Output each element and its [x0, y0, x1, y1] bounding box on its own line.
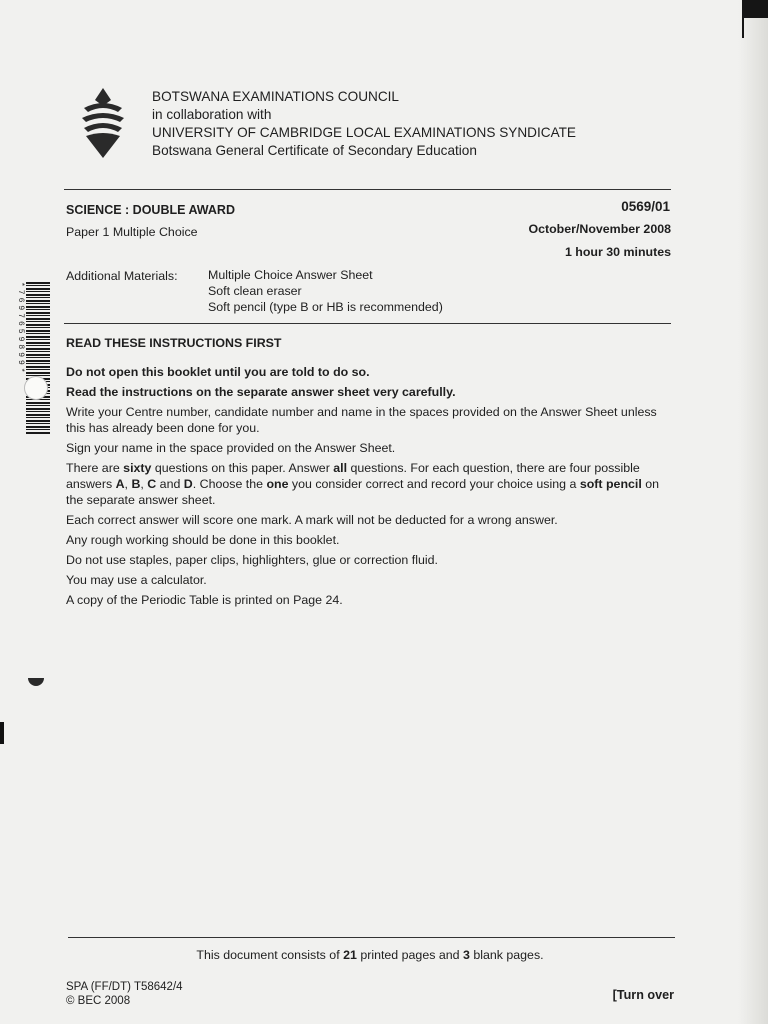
- barcode-number: *7697659899*: [16, 282, 25, 376]
- material-item: Multiple Choice Answer Sheet: [208, 268, 373, 282]
- instruction-scoring: Each correct answer will score one mark. A mark will not be deducted for a wrong answer.: [66, 513, 558, 527]
- top-rule: [64, 189, 671, 190]
- instruction-no-staples: Do not use staples, paper clips, highlighters, glue or correction fluid.: [66, 553, 438, 567]
- scan-left-mark: [0, 722, 4, 744]
- instruction-calculator: You may use a calculator.: [66, 573, 207, 587]
- header-university: UNIVERSITY OF CAMBRIDGE LOCAL EXAMINATIONS SYNDICATE: [152, 125, 576, 140]
- instruction-do-not-open: Do not open this booklet until you are told to do so.: [66, 365, 370, 379]
- turn-over-note: [Turn over: [612, 988, 674, 1002]
- paper-code: 0569/01: [621, 199, 670, 214]
- material-item: Soft clean eraser: [208, 284, 302, 298]
- scan-edge-mark: [742, 0, 768, 18]
- instructions-heading: READ THESE INSTRUCTIONS FIRST: [66, 336, 282, 350]
- copyright-notice: © BEC 2008: [66, 995, 131, 1007]
- scan-edge-line: [742, 18, 744, 38]
- instruction-periodic-table: A copy of the Periodic Table is printed on Page 24.: [66, 593, 343, 607]
- scan-speck: [28, 678, 44, 686]
- instructions-body: [66, 364, 678, 608]
- paper-name: Paper 1 Multiple Choice: [66, 225, 198, 239]
- header-council: BOTSWANA EXAMINATIONS COUNCIL: [152, 89, 399, 104]
- document-reference: SPA (FF/DT) T58642/4: [66, 981, 183, 993]
- exam-session: October/November 2008: [528, 222, 671, 236]
- exam-duration: 1 hour 30 minutes: [564, 245, 671, 259]
- header-block: [152, 88, 576, 160]
- instruction-sign-name: Sign your name in the space provided on the Answer Sheet.: [66, 441, 396, 455]
- materials-label: Additional Materials:: [66, 269, 178, 283]
- instruction-answer-all: There are sixty questions on this paper. Answer all questions. For each question, there are four possible answers A, B, C and D. Choose the one you consider correct and record your choice using a soft pencil on the separate answer sheet.: [66, 461, 660, 507]
- materials-list: [208, 267, 443, 315]
- bottom-rule: [68, 937, 675, 938]
- instruction-centre-number: Write your Centre number, candidate number and name in the spaces provided on the Answer Sheet unless this has already been done for you.: [66, 405, 657, 435]
- footer-reference: [66, 980, 183, 1008]
- instruction-read-answer-sheet: Read the instructions on the separate answer sheet very carefully.: [66, 385, 456, 399]
- scan-page-edge: [738, 0, 768, 1024]
- bec-logo-icon: [78, 86, 128, 160]
- page-count-note: This document consists of 21 printed pages and 3 blank pages.: [196, 948, 544, 962]
- barcode-icon: [26, 282, 50, 434]
- instruction-rough-working: Any rough working should be done in this booklet.: [66, 533, 340, 547]
- material-item: Soft pencil (type B or HB is recommended): [208, 300, 443, 314]
- header-certificate: Botswana General Certificate of Secondary Education: [152, 143, 477, 158]
- punch-hole: [24, 376, 48, 400]
- header-collaboration: in collaboration with: [152, 107, 272, 122]
- middle-rule: [64, 323, 671, 324]
- subject-title: SCIENCE : DOUBLE AWARD: [66, 203, 235, 217]
